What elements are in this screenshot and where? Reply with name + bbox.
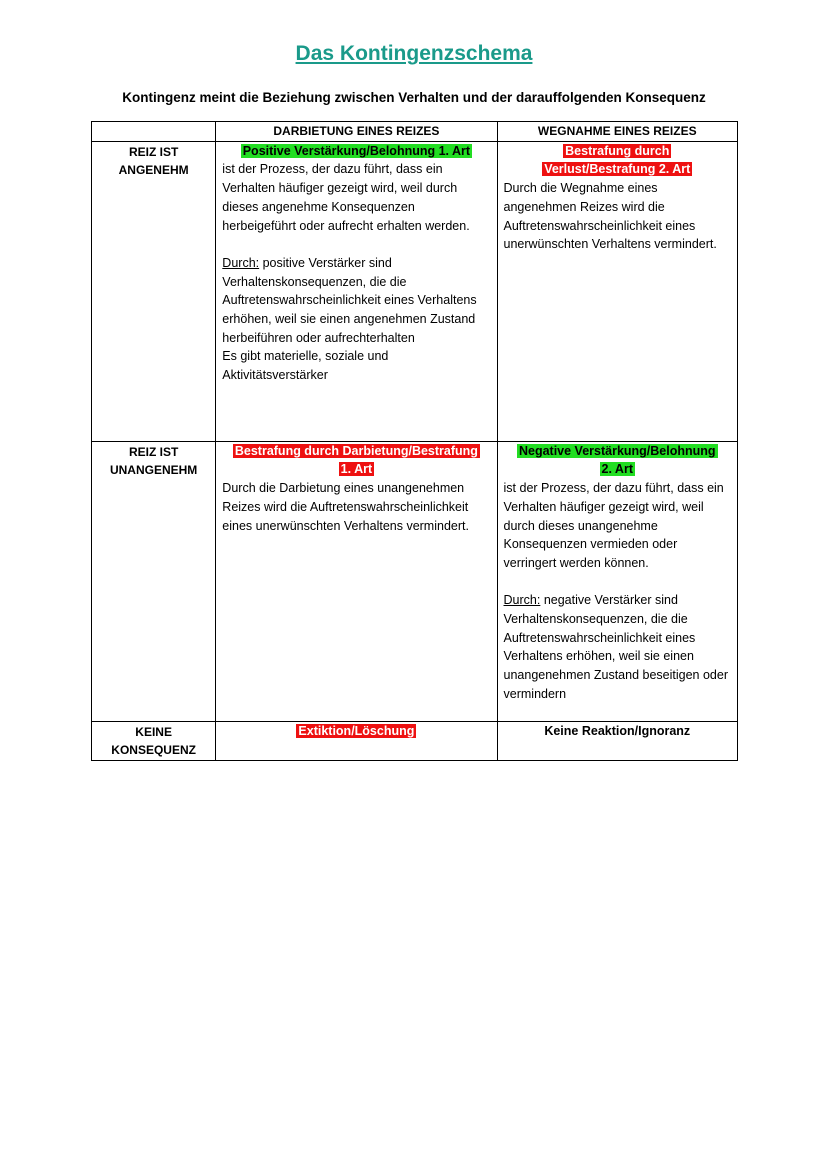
highlight-heading: 2. Art — [601, 462, 633, 477]
cell-positive-verstaerkung — [216, 141, 497, 441]
highlight-heading: Extiktion/Löschung — [298, 723, 415, 738]
cell-text: Durch: negative Verstärker sind Verhaltenskonsequenzen, die die Auftretenswahrscheinlichkeit eines Verhaltens erhöhen, weil sie einen unangenehmen Zustand beseitigen oder vermindern — [503, 593, 728, 701]
cell-text: Es gibt materielle, soziale und Aktivitätsverstärker — [222, 349, 389, 383]
highlight-heading: Negative Verstärkung/Belohnung — [518, 443, 716, 458]
durch-label: Durch: — [222, 255, 260, 270]
row-label-angenehm: REIZ IST ANGENEHM — [92, 141, 216, 441]
cell-text: ist der Prozess, der dazu führt, dass ein Verhalten häufiger gezeigt wird, weil durch dieses angenehme Konsequenzen herbeigeführt oder aufrecht erhalten werden. — [222, 162, 470, 233]
highlight-heading: 1. Art — [340, 462, 373, 477]
page-subtitle: Kontingenz meint die Beziehung zwischen Verhalten und der darauffolgenden Konsequenz — [122, 90, 706, 105]
header-wegnahme: WEGNAHME EINES REIZES — [497, 122, 737, 142]
highlight-heading: Verlust/Bestrafung 2. Art — [544, 162, 691, 177]
highlight-heading: Bestrafung durch — [565, 143, 670, 158]
table-header-row — [92, 122, 738, 142]
row-label-unangenehm: REIZ IST UNANGENEHM — [92, 441, 216, 721]
cell-text: Durch die Wegnahme eines angenehmen Reizes wird die Auftretenswahrscheinlichkeit eines unerwünschten Verhaltens vermindert. — [503, 181, 717, 252]
cell-extinktion — [216, 721, 497, 760]
cell-bestrafung-darbietung — [216, 441, 497, 721]
highlight-heading: Positive Verstärkung/Belohnung 1. Art — [242, 143, 471, 158]
cell-negative-verstaerkung — [497, 441, 737, 721]
header-empty — [92, 122, 216, 142]
header-darbietung: DARBIETUNG EINES REIZES — [216, 122, 497, 142]
highlight-heading: Bestrafung durch Darbietung/Bestrafung — [234, 443, 478, 458]
cell-keine-reaktion — [497, 721, 737, 760]
durch-label: Durch: — [503, 593, 541, 608]
row-label-keine-konsequenz: KEINE KONSEQUENZ — [92, 721, 216, 760]
table-row — [92, 141, 738, 441]
cell-text: ist der Prozess, der dazu führt, dass ein Verhalten häufiger gezeigt wird, weil durch dieses unangenehme Konsequenzen vermieden oder verringert werden können. — [503, 481, 724, 570]
cell-text: Keine Reaktion/Ignoranz — [544, 723, 691, 738]
table-row — [92, 441, 738, 721]
table-row — [92, 721, 738, 760]
cell-text: Durch: positive Verstärker sind Verhaltenskonsequenzen, die die Auftretenswahrscheinlichkeit eines Verhaltens erhöhen, weil sie einen angenehmen Zustand herbeiführen oder aufrechterhalten — [222, 255, 477, 345]
page-title: Das Kontingenzschema — [295, 42, 533, 65]
contingency-table — [91, 121, 738, 761]
cell-bestrafung-verlust — [497, 141, 737, 441]
cell-text: Durch die Darbietung eines unangenehmen Reizes wird die Auftretenswahrscheinlichkeit eines unerwünschten Verhaltens vermindert. — [222, 481, 469, 533]
